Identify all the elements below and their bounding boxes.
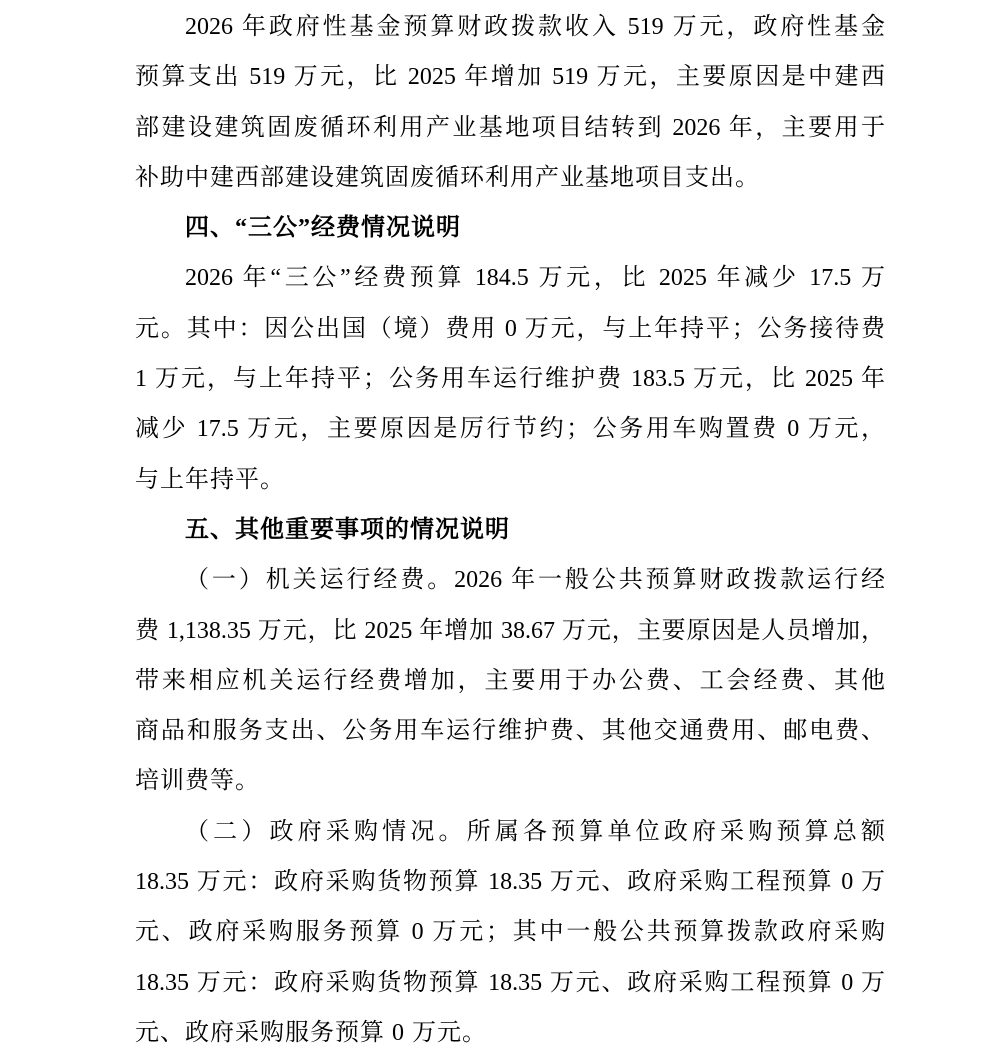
section-heading-other-matters xyxy=(0,505,1000,555)
text-line: 元。其中：因公出国（境）费用 0 万元，与上年持平；公务接待费 xyxy=(135,315,885,342)
paragraph-government-fund-budget xyxy=(0,2,1000,203)
text-line: 带来相应机关运行经费增加，主要用于办公费、工会经费、其他 xyxy=(135,667,885,694)
text-line: 费 1,138.35 万元，比 2025 年增加 38.67 万元，主要原因是人员增加， xyxy=(135,617,885,644)
text-line: 培训费等。 xyxy=(135,768,260,795)
text-line: 2026 年政府性基金预算财政拨款收入 519 万元，政府性基金 xyxy=(185,14,885,40)
section-heading-three-public-expenses xyxy=(0,203,1000,253)
paragraph-operating-expenses xyxy=(0,555,1000,806)
paragraph-government-procurement xyxy=(0,807,1000,1058)
text-line: （一）机关运行经费。2026 年一般公共预算财政拨款运行经 xyxy=(185,567,885,594)
text-line: 部建设建筑固废循环利用产业基地项目结转到 2026 年，主要用于 xyxy=(135,114,885,141)
text-line: 补助中建西部建设建筑固废循环利用产业基地项目支出。 xyxy=(135,164,760,191)
paragraph-three-public-expenses xyxy=(0,253,1000,504)
section-heading: 四、“三公”经费情况说明 xyxy=(185,215,461,242)
text-line: 减少 17.5 万元，主要原因是厉行节约；公务用车购置费 0 万元， xyxy=(135,416,885,443)
section-heading: 五、其他重要事项的情况说明 xyxy=(185,516,510,543)
text-line: 18.35 万元：政府采购货物预算 18.35 万元、政府采购工程预算 0 万 xyxy=(135,869,885,896)
text-line: 2026 年“三公”经费预算 184.5 万元，比 2025 年减少 17.5 万 xyxy=(185,265,885,292)
text-line: 元、政府采购服务预算 0 万元。 xyxy=(135,1019,487,1046)
text-line: 商品和服务支出、公务用车运行维护费、其他交通费用、邮电费、 xyxy=(135,718,885,745)
text-line: 1 万元，与上年持平；公务用车运行维护费 183.5 万元，比 2025 年 xyxy=(135,366,885,393)
text-line: （二）政府采购情况。所属各预算单位政府采购预算总额 xyxy=(185,818,885,845)
text-line: 预算支出 519 万元，比 2025 年增加 519 万元，主要原因是中建西 xyxy=(135,64,885,91)
text-line: 18.35 万元：政府采购货物预算 18.35 万元、政府采购工程预算 0 万 xyxy=(135,969,885,996)
text-line: 与上年持平。 xyxy=(135,466,285,493)
text-line: 元、政府采购服务预算 0 万元；其中一般公共预算拨款政府采购 xyxy=(135,919,885,946)
